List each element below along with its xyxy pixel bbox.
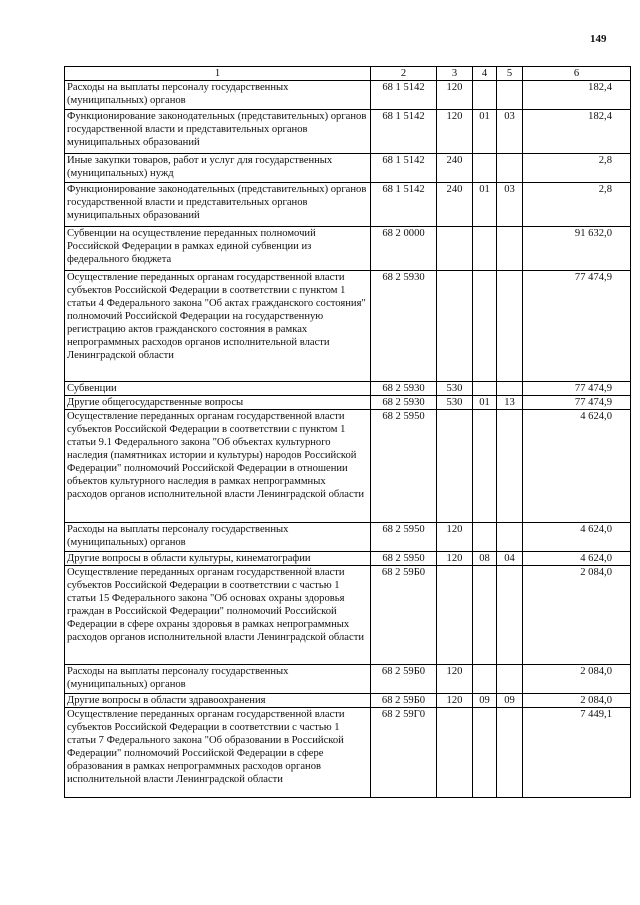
row-name: Другие общегосударственные вопросы: [65, 396, 371, 410]
row-col3: 240: [437, 154, 473, 183]
row-code: 68 2 5950: [371, 410, 437, 523]
row-col4: [473, 382, 497, 396]
row-col5: [497, 154, 523, 183]
row-col5: 03: [497, 110, 523, 154]
row-code: 68 2 5950: [371, 552, 437, 566]
row-col4: [473, 566, 497, 665]
header-cell-5: 5: [497, 67, 523, 81]
table-row: [65, 154, 631, 183]
row-col4: 01: [473, 396, 497, 410]
row-col3: 530: [437, 382, 473, 396]
row-col3: 240: [437, 183, 473, 227]
row-col5: [497, 566, 523, 665]
table-row: [65, 396, 631, 410]
row-col5: [497, 81, 523, 110]
row-name: Осуществление переданных органам государственной власти субъектов Российской Федерации в соответствии с частью 1 статьи 7 Федерального закона "Об образовании в Российской Федерации" полномочий Российской Федерации в сфере образования в рамках непрограммных расходов органов исполнительной власти Ленинградской области: [65, 708, 371, 798]
table-row: [65, 183, 631, 227]
row-name: Функционирование законодательных (представительных) органов государственной власти и представительных органов муниципальных образований: [65, 183, 371, 227]
row-col5: [497, 271, 523, 382]
row-col4: 08: [473, 552, 497, 566]
row-col5: [497, 382, 523, 396]
row-col4: [473, 81, 497, 110]
table-row: [65, 694, 631, 708]
row-col3: 120: [437, 110, 473, 154]
row-col4: 01: [473, 110, 497, 154]
row-col4: [473, 154, 497, 183]
row-sum: 2 084,0: [523, 665, 631, 694]
table-row: [65, 665, 631, 694]
row-name: Функционирование законодательных (представительных) органов государственной власти и представительных органов муниципальных образований: [65, 110, 371, 154]
page-number: 149: [590, 33, 607, 45]
row-col5: [497, 665, 523, 694]
table-row: [65, 566, 631, 665]
row-code: 68 2 59Б0: [371, 694, 437, 708]
row-sum: 2,8: [523, 183, 631, 227]
row-name: Иные закупки товаров, работ и услуг для государственных (муниципальных) нужд: [65, 154, 371, 183]
row-col3: 120: [437, 665, 473, 694]
table-row: [65, 271, 631, 382]
row-name: Осуществление переданных органам государственной власти субъектов Российской Федерации в соответствии с пунктом 1 статьи 4 Федерального закона "Об актах гражданского состояния" полномочий Российской Федерации на государственную регистрацию актов гражданского состояния в рамках непрограммных расходов органов исполнительной власти Ленинградской области: [65, 271, 371, 382]
row-col4: 01: [473, 183, 497, 227]
row-col5: [497, 523, 523, 552]
table-row: [65, 227, 631, 271]
table-row: [65, 708, 631, 798]
header-cell-4: 4: [473, 67, 497, 81]
row-sum: 4 624,0: [523, 410, 631, 523]
row-col3: 530: [437, 396, 473, 410]
row-col5: [497, 410, 523, 523]
row-col4: [473, 227, 497, 271]
table-row: [65, 523, 631, 552]
row-col5: 04: [497, 552, 523, 566]
header-row: [65, 67, 631, 81]
table-row: [65, 410, 631, 523]
row-col3: 120: [437, 523, 473, 552]
table-row: [65, 552, 631, 566]
row-name: Субвенции на осуществление переданных полномочий Российской Федерации в рамках единой субвенции из федерального бюджета: [65, 227, 371, 271]
row-code: 68 1 5142: [371, 81, 437, 110]
row-col5: [497, 227, 523, 271]
row-code: 68 2 5950: [371, 523, 437, 552]
row-col5: 03: [497, 183, 523, 227]
row-name: Расходы на выплаты персоналу государственных (муниципальных) органов: [65, 665, 371, 694]
header-cell-1: 1: [65, 67, 371, 81]
row-code: 68 1 5142: [371, 183, 437, 227]
row-sum: 77 474,9: [523, 382, 631, 396]
row-name: Другие вопросы в области здравоохранения: [65, 694, 371, 708]
row-name: Субвенции: [65, 382, 371, 396]
row-name: Расходы на выплаты персоналу государственных (муниципальных) органов: [65, 81, 371, 110]
row-name: Другие вопросы в области культуры, кинематографии: [65, 552, 371, 566]
row-code: 68 1 5142: [371, 154, 437, 183]
row-code: 68 1 5142: [371, 110, 437, 154]
row-sum: 182,4: [523, 81, 631, 110]
row-col3: [437, 708, 473, 798]
row-sum: 77 474,9: [523, 271, 631, 382]
row-sum: 4 624,0: [523, 552, 631, 566]
row-col4: [473, 523, 497, 552]
row-sum: 77 474,9: [523, 396, 631, 410]
row-sum: 2 084,0: [523, 694, 631, 708]
row-col3: [437, 566, 473, 665]
row-sum: 91 632,0: [523, 227, 631, 271]
row-col5: 13: [497, 396, 523, 410]
table-row: [65, 382, 631, 396]
header-cell-3: 3: [437, 67, 473, 81]
row-name: Расходы на выплаты персоналу государственных (муниципальных) органов: [65, 523, 371, 552]
row-col4: [473, 708, 497, 798]
row-sum: 7 449,1: [523, 708, 631, 798]
row-sum: 4 624,0: [523, 523, 631, 552]
row-name: Осуществление переданных органам государственной власти субъектов Российской Федерации в соответствии с частью 1 статьи 15 Федерального закона "Об основах охраны здоровья граждан в Российской Федерации" полномочий Российской Федерации в сфере охраны здоровья в рамках непрограммных расходов органов исполнительной власти Ленинградской области: [65, 566, 371, 665]
table-row: [65, 81, 631, 110]
row-sum: 2 084,0: [523, 566, 631, 665]
row-col3: [437, 271, 473, 382]
row-col3: 120: [437, 552, 473, 566]
row-code: 68 2 59Б0: [371, 665, 437, 694]
row-code: 68 2 59Г0: [371, 708, 437, 798]
budget-table: [64, 66, 631, 798]
row-col5: [497, 708, 523, 798]
row-col4: [473, 271, 497, 382]
row-col5: 09: [497, 694, 523, 708]
row-code: 68 2 5930: [371, 271, 437, 382]
row-name: Осуществление переданных органам государственной власти субъектов Российской Федерации в соответствии с пунктом 1 статьи 9.1 Федерального закона "Об объектах культурного наследия (памятниках истории и культуры) народов Российской Федерации" полномочий Российской Федерации в отношении объектов культурного наследия в рамках непрограммных расходов органов исполнительной власти Ленинградской области: [65, 410, 371, 523]
row-col4: [473, 410, 497, 523]
header-cell-2: 2: [371, 67, 437, 81]
row-code: 68 2 5930: [371, 382, 437, 396]
row-sum: 2,8: [523, 154, 631, 183]
header-cell-6: 6: [523, 67, 631, 81]
row-col3: 120: [437, 81, 473, 110]
row-col4: [473, 665, 497, 694]
row-col4: 09: [473, 694, 497, 708]
row-col3: 120: [437, 694, 473, 708]
row-code: 68 2 0000: [371, 227, 437, 271]
row-sum: 182,4: [523, 110, 631, 154]
row-col3: [437, 410, 473, 523]
table-row: [65, 110, 631, 154]
row-code: 68 2 5930: [371, 396, 437, 410]
row-code: 68 2 59Б0: [371, 566, 437, 665]
row-col3: [437, 227, 473, 271]
